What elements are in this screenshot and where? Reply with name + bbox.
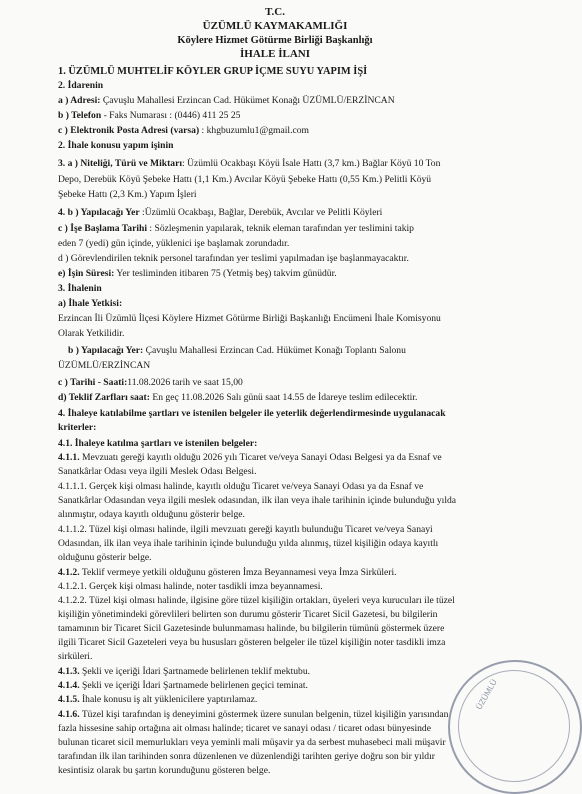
venue-label: b ) Yapılacağı Yer: bbox=[68, 345, 144, 356]
p4111-line-3: alınmıştır, odaya kayıtlı olduğunu gösterir belge. bbox=[58, 509, 245, 520]
p4111-line-2: Sanatkârlar Odasından veya ilgili meslek odasından, ilk ilan veya ihale tarihinin içinde bulunduğu yılda bbox=[58, 495, 457, 506]
p412-number: 4.1.2. bbox=[58, 567, 80, 578]
p413-text: Şekli ve içeriği İdari Şartnamede belirlenen teklif mektubu. bbox=[79, 666, 311, 677]
p416-number: 4.1.6. bbox=[58, 709, 80, 720]
header-tc: T.C. bbox=[265, 6, 285, 18]
p4121-line: 4.1.2.1. Gerçek kişi olması halinde, noter tasdikli imza beyannamesi. bbox=[58, 581, 323, 592]
section-4-1-title: 4.1. İhaleye katılma şartları ve istenilen belgeler: bbox=[58, 438, 258, 449]
p4122-line-3: tamamının bir Ticaret Sicil Gazetesinde bulunmaması halinde, bu bilgilerin tümünü göstermek üzere bbox=[58, 623, 445, 634]
p414-text: Şekli ve içeriği İdari Şartnamede belirlenen geçici teminat. bbox=[79, 680, 308, 691]
duration-label: e) İşin Süresi: bbox=[58, 268, 115, 279]
p4112-line-2: Odasından, ilk ilan veya ihale tarihinin içinde bulunduğu yılda alınmış, tüzel kişiliğin odaya kayıtlı bbox=[58, 538, 439, 549]
email-label: c ) Elektronik Posta Adresi (varsa) bbox=[58, 125, 200, 136]
header-birlik: Köylere Hizmet Götürme Birliği Başkanlığı bbox=[177, 35, 373, 46]
email-value: : khgbuzumlu1@gmail.com bbox=[199, 125, 309, 136]
start-date-line-2: eden 7 (yedi) gün içinde, yüklenici işe başlamak zorundadır. bbox=[58, 238, 290, 249]
site-delivery-line: d ) Görevlendirilen teknik personel tarafından yer teslimi yapılmadan işe başlanmayacaktır. bbox=[58, 253, 409, 264]
section-4-title-2: kriterler: bbox=[58, 422, 97, 433]
p416-line-1 bbox=[58, 709, 448, 720]
p4111-line-1: 4.1.1.1. Gerçek kişi olması halinde, kayıtlı olduğu Ticaret ve/veya Sanayi Odası ya da Esnaf ve bbox=[58, 481, 424, 492]
p4122-line-4: ilgili Ticaret Sicil Gazeteleri veya bu hususları gösteren belgeler ile tüzel kişiliğin noter tasdikli imza bbox=[58, 637, 446, 648]
p416-line-3: bulunan ticaret sicil memurlukları veya yeminli mali müşavir ya da serbest muhasebeci mali müşavir bbox=[58, 737, 446, 748]
scope-line-2: Depo, Derebük Köyü Şebeke Hattı (1,1 Km.) Avcılar Köyü Şebeke Hattı (0,55 Km.) Pelitli Köyü bbox=[58, 174, 432, 185]
section-1-title: 1. ÜZÜMLÜ MUHTELİF KÖYLER GRUP İÇME SUYU YAPIM İŞİ bbox=[58, 66, 368, 77]
p4112-line-1: 4.1.1.2. Tüzel kişi olması halinde, ilgili mevzuatı gereği kayıtlı bulunduğu Ticaret ve/veya Sanayi bbox=[58, 524, 433, 535]
date-time-line bbox=[58, 377, 243, 388]
authority-line-1: Erzincan İli Üzümlü İlçesi Köylere Hizmet Götürme Birliği Başkanlığı Encümeni İhale Komisyonu bbox=[58, 313, 441, 324]
p411-line-2: Sanatkârlar Odası veya ilgili Meslek Odası Belgesi. bbox=[58, 466, 257, 477]
p413-line bbox=[58, 666, 310, 677]
venue-line-1 bbox=[68, 345, 406, 356]
start-date-label: c ) İşe Başlama Tarihi bbox=[58, 223, 148, 234]
date-time-value: 11.08.2026 tarih ve saat 15,00 bbox=[127, 377, 243, 388]
location-value: :Üzümlü Ocakbaşı, Bağlar, Derebük, Avcılar ve Pelitli Köyleri bbox=[139, 207, 383, 218]
location-line bbox=[58, 207, 382, 218]
p4122-line-1: 4.1.2.2. Tüzel kişi olması halinde, ilgisine göre tüzel kişiliğin ortakları, üyeleri veya kurucuları ile tüzel bbox=[58, 595, 455, 606]
location-label: 4. b ) Yapılacağı Yer bbox=[58, 207, 140, 218]
date-time-label: c ) Tarihi - Saati: bbox=[58, 377, 128, 388]
address-value: Çavuşlu Mahallesi Erzincan Cad. Hükümet Konağı ÜZÜMLÜ/ERZİNCAN bbox=[100, 95, 395, 106]
email-line bbox=[58, 125, 309, 136]
p4112-line-3: olduğunu gösterir belge. bbox=[58, 552, 152, 563]
phone-line bbox=[58, 110, 240, 121]
start-date-line-1 bbox=[58, 223, 414, 234]
venue-line-2: ÜZÜMLÜ/ERZİNCAN bbox=[58, 360, 151, 371]
p415-text: İhale konusu iş alt yüklenicilere yaptırılamaz. bbox=[79, 694, 258, 705]
p411-text-1: Mevzuatı gereği kayıtlı olduğu 2026 yılı Ticaret ve/veya Sanayi Odası Belgesi ya da Esnaf ve bbox=[79, 452, 442, 463]
venue-text-1: Çavuşlu Mahallesi Erzincan Cad. Hükümet Konağı Toplantı Salonu bbox=[143, 345, 406, 356]
p416-line-2: fazla hissesine sahip ortağına ait olması halinde; ticaret ve sanayi odası / ticaret odası bünyesinde bbox=[58, 723, 431, 734]
official-seal-text: ÜZÜMLÜ bbox=[474, 677, 499, 712]
subject-heading: 2. İhale konusu yapım işinin bbox=[58, 140, 174, 151]
start-date-text-1: : Sözleşmenin yapılarak, teknik eleman tarafından yer teslimini takip bbox=[147, 223, 414, 234]
header-ihale-ilani: İHALE İLANI bbox=[240, 48, 310, 60]
p416-text-1: Tüzel kişi tarafından iş deneyimini göstermek üzere sunulan belgenin, tüzel kişiliğin yarısından bbox=[79, 709, 449, 720]
p4122-line-2: kişiliğin yönetimindeki görevlileri belirten son durumu gösterir Ticaret Sicil Gazetesi, bu bilgilerin bbox=[58, 609, 438, 620]
p4122-line-5: sirküleri. bbox=[58, 651, 93, 662]
section-4-title-1: 4. İhaleye katılabilme şartları ve istenilen belgeler ile yeterlik değerlendirmesinde uygulanacak bbox=[58, 408, 446, 419]
p415-number: 4.1.5. bbox=[58, 694, 80, 705]
duration-value: Yer tesliminden itibaren 75 (Yetmiş beş) takvim günüdür. bbox=[114, 268, 337, 279]
address-line bbox=[58, 95, 395, 106]
p415-line bbox=[58, 694, 257, 705]
official-seal-inner-ring bbox=[458, 670, 570, 782]
p412-text: Teklif vermeye yetkili olduğunu gösteren İmza Beyannamesi veya İmza Sirküleri. bbox=[79, 567, 397, 578]
duration-line bbox=[58, 268, 337, 279]
bid-envelope-value: En geç 11.08.2026 Salı günü saat 14.55 de İdareye teslim edilecektir. bbox=[149, 392, 418, 403]
bid-envelope-label: d) Teklif Zarfları saat: bbox=[58, 392, 150, 403]
scope-label: 3. a ) Niteliği, Türü ve Miktarı bbox=[58, 158, 182, 169]
address-label: a ) Adresi: bbox=[58, 95, 101, 106]
scope-text-1: : Üzümlü Ocakbaşı Köyü İsale Hattı (3,7 km.) Bağlar Köyü 10 Ton bbox=[182, 158, 441, 169]
authority-label: a) İhale Yetkisi: bbox=[58, 298, 123, 309]
bid-envelope-line bbox=[58, 392, 417, 403]
p414-number: 4.1.4. bbox=[58, 680, 80, 691]
p414-line bbox=[58, 680, 308, 691]
phone-value: - Faks Numarası : (0446) 411 25 25 bbox=[101, 110, 241, 121]
header-kaymakamlik: ÜZÜMLÜ KAYMAKAMLIĞI bbox=[202, 20, 348, 32]
p413-number: 4.1.3. bbox=[58, 666, 80, 677]
phone-label: b ) Telefon bbox=[58, 110, 102, 121]
p412-line bbox=[58, 567, 397, 578]
p411-line-1 bbox=[58, 452, 442, 463]
section-3-title: 3. İhalenin bbox=[58, 283, 102, 294]
p411-number: 4.1.1. bbox=[58, 452, 80, 463]
scope-line-3: Şebeke Hattı (2,3 Km.) Yapım İşleri bbox=[58, 189, 197, 200]
p416-line-5: kesintisiz olarak bu şartın korunduğunu gösteren belge. bbox=[58, 765, 271, 776]
authority-line-2: Olarak Yetkilidir. bbox=[58, 328, 125, 339]
scope-line-1 bbox=[58, 158, 440, 169]
section-2-title: 2. İdarenin bbox=[58, 80, 104, 91]
p416-line-4: tarafından ilk ilan tarihinden sonra düzenlenen ve düzenlendiği tarihten geriye doğru son bir yıldır bbox=[58, 751, 435, 762]
